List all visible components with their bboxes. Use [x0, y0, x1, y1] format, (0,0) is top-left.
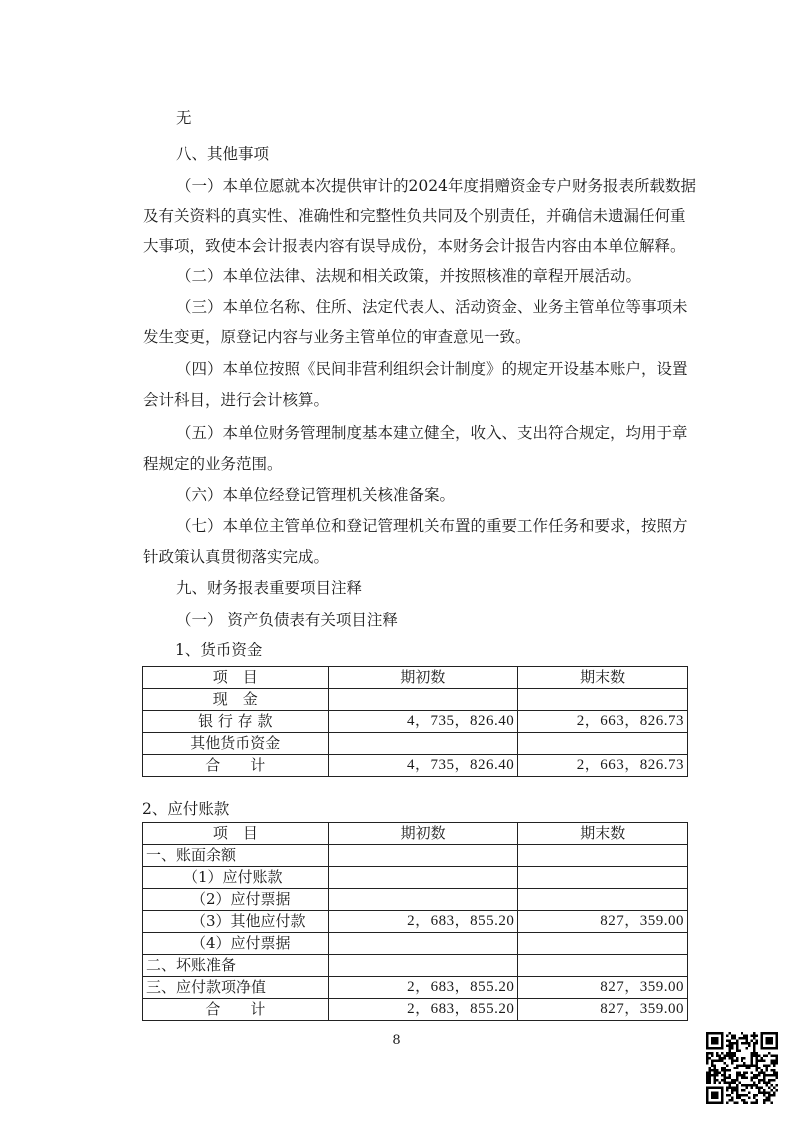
row-label: 合 计 [143, 755, 329, 777]
row-label: 银 行 存 款 [143, 711, 329, 733]
table-row [143, 711, 688, 733]
opening-value [328, 955, 518, 977]
row-label: （1）应付账款 [143, 867, 329, 889]
closing-value [518, 889, 688, 911]
item-2-line-1: （二）本单位法律、法规和相关政策，并按照核准的章程开展活动。 [176, 267, 642, 285]
row-label: （2）应付票据 [143, 889, 329, 911]
item-3-line-2: 发生变更，原登记内容与业务主管单位的审查意见一致。 [143, 328, 531, 346]
opening-value: 2，683，855.20 [328, 999, 518, 1021]
header-closing: 期末数 [518, 823, 688, 845]
table-header-row [143, 823, 688, 845]
closing-value [518, 933, 688, 955]
table-2-caption: 2、应付账款 [142, 800, 230, 818]
table-1-caption: 1、货币资金 [175, 641, 263, 659]
item-4-line-1: （四）本单位按照《民间非营利组织会计制度》的规定开设基本账户，设置 [176, 360, 688, 378]
table-row [143, 999, 688, 1021]
table-row [143, 867, 688, 889]
row-label: 二、坏账准备 [143, 955, 329, 977]
row-label: （4）应付票据 [143, 933, 329, 955]
qr-code-icon [706, 1032, 778, 1104]
monetary-funds-table [142, 666, 688, 777]
opening-value: 4，735，826.40 [328, 755, 518, 777]
section-8-title: 八、其他事项 [176, 145, 270, 163]
section-9-title: 九、财务报表重要项目注释 [176, 579, 363, 597]
row-label: 三、应付款项净值 [143, 977, 329, 999]
opening-value [328, 733, 518, 755]
item-5-line-2: 程规定的业务范围。 [143, 455, 283, 473]
header-closing: 期末数 [518, 667, 688, 689]
opening-value: 2，683，855.20 [328, 977, 518, 999]
accounts-payable-table [142, 822, 688, 1021]
table-row [143, 889, 688, 911]
opening-value [328, 933, 518, 955]
section-9-subtitle: （一） 资产负债表有关项目注释 [176, 611, 398, 629]
item-1-line-1: （一）本单位愿就本次提供审计的2024年度捐赠资金专户财务报表所载数据 [176, 177, 696, 195]
closing-value: 827，359.00 [518, 977, 688, 999]
table-row [143, 933, 688, 955]
header-item: 项 目 [143, 667, 329, 689]
row-label: 现 金 [143, 689, 329, 711]
row-label: 合 计 [143, 999, 329, 1021]
item-7-line-2: 针政策认真贯彻落实完成。 [143, 548, 330, 566]
table-row [143, 845, 688, 867]
opening-value [328, 889, 518, 911]
item-1-line-2: 及有关资料的真实性、准确性和完整性负共同及个别责任，并确信未遗漏任何重 [143, 207, 686, 225]
closing-value: 2，663，826.73 [518, 711, 688, 733]
row-label: 一、账面余额 [143, 845, 329, 867]
row-label: 其他货币资金 [143, 733, 329, 755]
header-opening: 期初数 [328, 823, 518, 845]
closing-value [518, 845, 688, 867]
opening-value [328, 689, 518, 711]
opening-value [328, 867, 518, 889]
item-1-line-3: 大事项，致使本会计报表内容有误导成份，本财务会计报告内容由本单位解释。 [143, 237, 686, 255]
closing-value [518, 867, 688, 889]
closing-value: 827，359.00 [518, 911, 688, 933]
table-header-row [143, 667, 688, 689]
closing-value: 827，359.00 [518, 999, 688, 1021]
table-row [143, 733, 688, 755]
item-5-line-1: （五）本单位财务管理制度基本建立健全，收入、支出符合规定，均用于章 [176, 424, 688, 442]
table-row [143, 977, 688, 999]
header-item: 项 目 [143, 823, 329, 845]
item-4-line-2: 会计科目，进行会计核算。 [143, 391, 330, 409]
text-wu: 无 [176, 109, 192, 127]
closing-value [518, 689, 688, 711]
row-label: （3）其他应付款 [143, 911, 329, 933]
item-3-line-1: （三）本单位名称、住所、法定代表人、活动资金、业务主管单位等事项未 [176, 298, 688, 316]
header-opening: 期初数 [328, 667, 518, 689]
table-row [143, 755, 688, 777]
closing-value [518, 955, 688, 977]
opening-value: 4，735，826.40 [328, 711, 518, 733]
opening-value [328, 845, 518, 867]
page-number: 8 [392, 1033, 401, 1048]
table-row [143, 955, 688, 977]
item-6-line-1: （六）本单位经登记管理机关核准备案。 [176, 486, 456, 504]
table-row [143, 689, 688, 711]
opening-value: 2，683，855.20 [328, 911, 518, 933]
closing-value: 2，663，826.73 [518, 755, 688, 777]
table-row [143, 911, 688, 933]
item-7-line-1: （七）本单位主管单位和登记管理机关布置的重要工作任务和要求，按照方 [176, 517, 688, 535]
closing-value [518, 733, 688, 755]
